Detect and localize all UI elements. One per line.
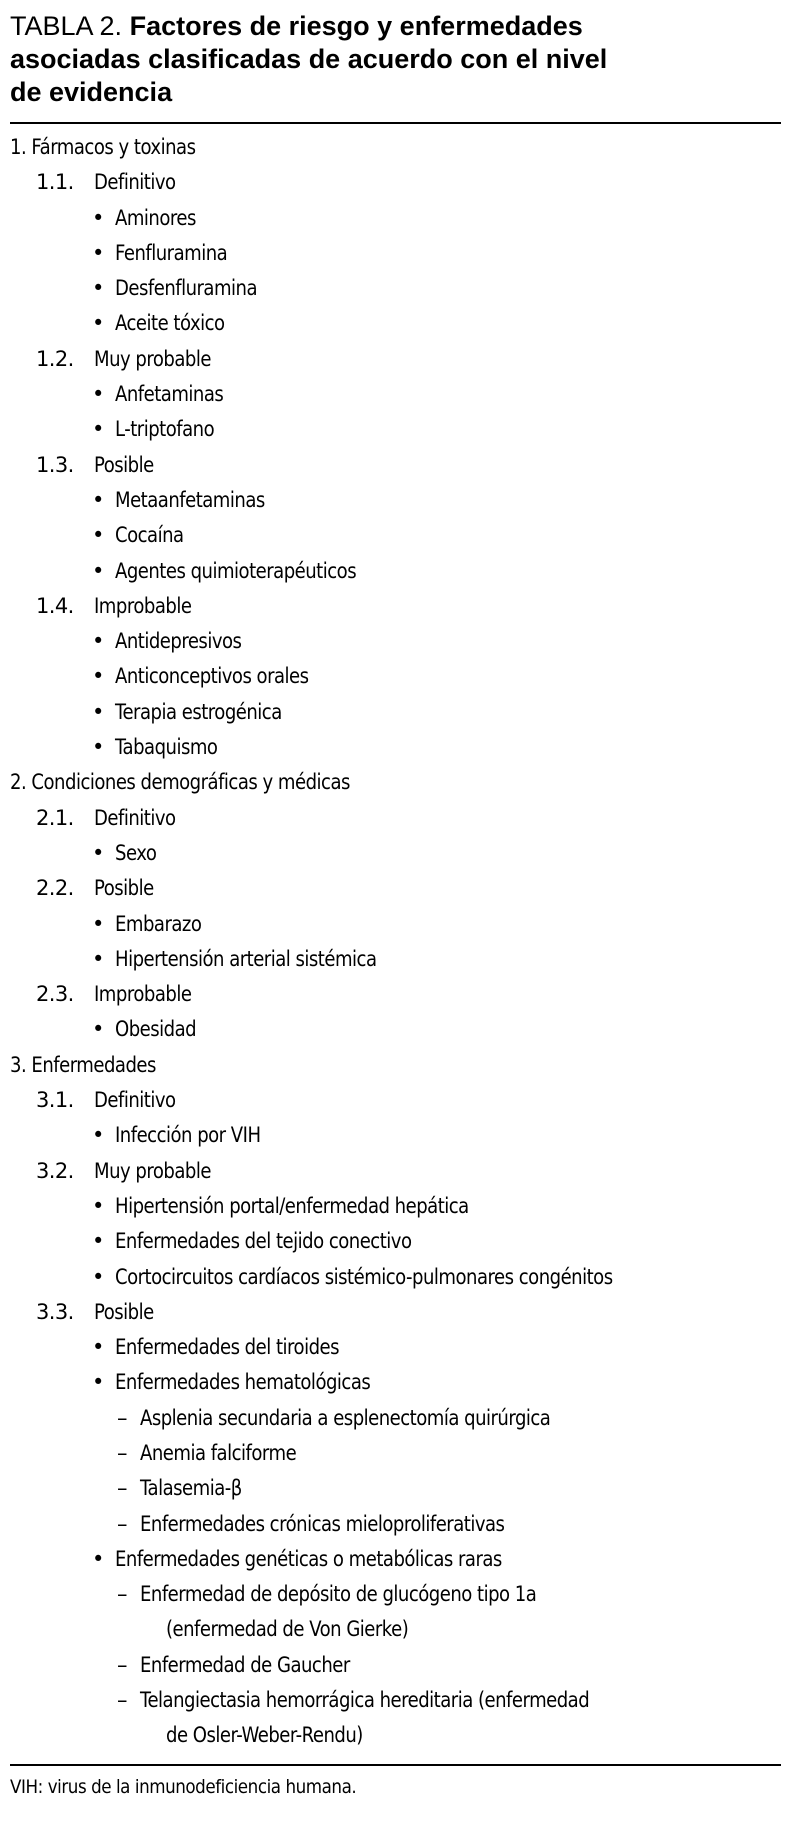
list-item <box>10 1224 781 1259</box>
evidence-number: 1.3. <box>36 452 74 477</box>
table-footnote <box>10 1774 781 1800</box>
row-text: Infección por VIH <box>115 1123 261 1148</box>
row-text: Hipertensión arterial sistémica <box>115 946 377 971</box>
list-item <box>10 1260 781 1295</box>
dash-icon: – <box>117 1440 127 1465</box>
row-text: Definitivo <box>94 1088 176 1113</box>
row-text-wrap <box>115 1260 694 1295</box>
row-text-wrap <box>140 1471 258 1506</box>
row-text-wrap <box>115 1012 209 1047</box>
row-text-wrap <box>115 1224 460 1259</box>
row-text: Posible <box>94 876 154 901</box>
row-text-wrap <box>115 730 234 765</box>
row-text: (enfermedad de Von Gierke) <box>166 1617 409 1642</box>
row-text: Agentes quimioterapéuticos <box>115 558 357 583</box>
row-text-wrap <box>140 1401 617 1436</box>
list-item <box>10 1542 781 1577</box>
list-item <box>10 236 781 271</box>
bullet-icon: • <box>92 311 104 336</box>
sub-list-item <box>10 1577 781 1612</box>
row-text: Posible <box>94 1299 154 1324</box>
continuation-line <box>10 1718 781 1753</box>
row-text-wrap <box>94 165 189 200</box>
sub-list-item <box>10 1471 781 1506</box>
bullet-icon: • <box>92 629 104 654</box>
row-text-wrap <box>115 236 245 271</box>
row-text-wrap <box>115 1118 284 1153</box>
row-text: Aceite tóxico <box>115 311 225 336</box>
row-content <box>10 1048 156 1083</box>
list-item <box>10 942 781 977</box>
row-text-wrap <box>166 1718 395 1753</box>
table-document <box>10 0 781 1800</box>
sub-list-item <box>10 1683 781 1718</box>
list-item <box>10 1012 781 1047</box>
bullet-icon: • <box>92 240 104 265</box>
evidence-level-row <box>10 448 781 483</box>
row-text: Embarazo <box>115 911 202 936</box>
row-text: Enfermedades del tiroides <box>115 1335 340 1360</box>
row-text-wrap <box>166 1612 448 1647</box>
row-text-wrap <box>115 271 280 306</box>
row-text: de Osler-Weber-Rendu) <box>166 1723 363 1748</box>
row-text: Obesidad <box>115 1017 197 1042</box>
row-text-wrap <box>115 695 309 730</box>
bullet-icon: • <box>92 911 104 936</box>
row-text-wrap <box>140 1577 601 1612</box>
category-text: Enfermedades <box>31 1052 156 1077</box>
row-text: Terapia estrogénica <box>115 699 282 724</box>
row-text-wrap <box>115 483 289 518</box>
evidence-number: 1.2. <box>36 346 74 371</box>
list-item <box>10 1330 781 1365</box>
row-text: Metaanfetaminas <box>115 487 265 512</box>
evidence-level-row <box>10 801 781 836</box>
row-text-wrap <box>115 518 195 553</box>
row-text: Definitivo <box>94 170 176 195</box>
row-text-wrap <box>115 554 395 589</box>
row-text-wrap <box>115 377 241 412</box>
sub-list-item <box>10 1401 781 1436</box>
dash-icon: – <box>117 1582 127 1607</box>
row-text: Hipertensión portal/enfermedad hepática <box>115 1193 469 1218</box>
row-text: Fenfluramina <box>115 240 228 265</box>
row-text-wrap <box>94 871 163 906</box>
bullet-icon: • <box>92 1193 104 1218</box>
bullet-icon: • <box>92 1370 104 1395</box>
row-text: Sexo <box>115 840 157 865</box>
sub-list-item <box>10 1436 781 1471</box>
top-rule <box>10 122 781 124</box>
row-text-wrap <box>94 1154 230 1189</box>
row-text-wrap <box>115 659 340 694</box>
row-text: Asplenia secundaria a esplenectomía quirúrgica <box>140 1405 551 1430</box>
row-text: Desfenfluramina <box>115 276 258 301</box>
category-row <box>10 765 781 800</box>
evidence-number: 1.4. <box>36 593 74 618</box>
row-text-wrap <box>94 342 230 377</box>
continuation-line <box>10 1612 781 1647</box>
list-item <box>10 836 781 871</box>
category-row <box>10 1048 781 1083</box>
dash-icon: – <box>117 1511 127 1536</box>
risk-factor-list <box>10 130 781 1754</box>
row-content <box>10 130 195 165</box>
row-text: Antidepresivos <box>115 629 242 654</box>
dash-icon: – <box>117 1688 127 1713</box>
bullet-icon: • <box>92 946 104 971</box>
row-text-wrap <box>115 1330 375 1365</box>
table-title <box>10 10 781 109</box>
bullet-icon: • <box>92 205 104 230</box>
list-item <box>10 695 781 730</box>
evidence-number: 1.1. <box>36 170 74 195</box>
bullet-icon: • <box>92 382 104 407</box>
category-text: Fármacos y toxinas <box>31 135 196 159</box>
evidence-number: 3.3. <box>36 1299 74 1324</box>
evidence-level-row <box>10 977 781 1012</box>
row-text: Tabaquismo <box>115 735 218 760</box>
evidence-number: 2.2. <box>36 876 74 901</box>
evidence-number: 2.3. <box>36 982 74 1007</box>
evidence-number: 2.1. <box>36 805 74 830</box>
row-text: Cortocircuitos cardíacos sistémico-pulmonares congénitos <box>115 1264 613 1289</box>
table-title-line-2: asociadas clasificadas de acuerdo con el nivel <box>10 44 608 74</box>
bullet-icon: • <box>92 664 104 689</box>
row-text: Telangiectasia hemorrágica hereditaria (enfermedad <box>140 1688 590 1713</box>
list-item <box>10 554 781 589</box>
bullet-icon: • <box>92 558 104 583</box>
list-item <box>10 1118 781 1153</box>
category-row <box>10 130 781 165</box>
table-title-line-1: Factores de riesgo y enfermedades <box>129 11 583 41</box>
list-item <box>10 483 781 518</box>
category-number: 2. <box>10 770 27 795</box>
row-text: Enfermedades genéticas o metabólicas raras <box>115 1546 502 1571</box>
bullet-icon: • <box>92 417 104 442</box>
row-text: Anticonceptivos orales <box>115 664 309 689</box>
row-text-wrap <box>115 836 163 871</box>
evidence-level-row <box>10 1083 781 1118</box>
bottom-rule <box>10 1764 781 1766</box>
bullet-icon: • <box>92 487 104 512</box>
row-text: Muy probable <box>94 346 211 371</box>
bullet-icon: • <box>92 1229 104 1254</box>
bullet-icon: • <box>92 1123 104 1148</box>
row-text-wrap <box>115 306 242 341</box>
category-number: 3. <box>10 1052 27 1077</box>
dash-icon: – <box>117 1405 127 1430</box>
list-item <box>10 1189 781 1224</box>
row-text: Aminores <box>115 205 196 230</box>
row-text-wrap <box>94 589 207 624</box>
evidence-level-row <box>10 165 781 200</box>
row-text: Anemia falciforme <box>140 1440 297 1465</box>
table-title-line-3: de evidencia <box>10 77 173 107</box>
list-item <box>10 730 781 765</box>
row-text-wrap <box>115 942 419 977</box>
row-text: Enfermedades crónicas mieloproliferativas <box>140 1511 505 1536</box>
table-label: TABLA 2. <box>10 11 123 41</box>
row-text-wrap <box>115 624 262 659</box>
list-item <box>10 306 781 341</box>
row-text: Enfermedades hematológicas <box>115 1370 371 1395</box>
row-text: Enfermedades del tejido conectivo <box>115 1229 412 1254</box>
row-text-wrap <box>115 1542 565 1577</box>
bullet-icon: • <box>92 276 104 301</box>
row-text-wrap <box>115 1189 526 1224</box>
category-text: Condiciones demográficas y médicas <box>31 770 350 795</box>
row-text-wrap <box>115 412 230 447</box>
sub-list-item <box>10 1507 781 1542</box>
row-text: Definitivo <box>94 805 176 830</box>
row-text-wrap <box>140 1683 662 1718</box>
row-text: Cocaína <box>115 523 184 548</box>
row-text: Anfetaminas <box>115 382 224 407</box>
row-text-wrap <box>94 1295 163 1330</box>
dash-icon: – <box>117 1652 127 1677</box>
sub-list-item <box>10 1648 781 1683</box>
list-item <box>10 201 781 236</box>
evidence-number: 3.2. <box>36 1158 74 1183</box>
row-text: Improbable <box>94 982 192 1007</box>
bullet-icon: • <box>92 1264 104 1289</box>
list-item <box>10 1365 781 1400</box>
row-text-wrap <box>94 977 207 1012</box>
list-item <box>10 271 781 306</box>
evidence-number: 3.1. <box>36 1088 74 1113</box>
row-text-wrap <box>94 1083 189 1118</box>
row-content <box>10 765 350 800</box>
bullet-icon: • <box>92 735 104 760</box>
category-number: 1. <box>10 135 27 159</box>
row-text-wrap <box>115 1365 412 1400</box>
list-item <box>10 518 781 553</box>
row-text-wrap <box>115 907 216 942</box>
list-item <box>10 412 781 447</box>
row-text-wrap <box>140 1507 564 1542</box>
dash-icon: – <box>117 1476 127 1501</box>
row-text: Posible <box>94 452 154 477</box>
evidence-level-row <box>10 1295 781 1330</box>
list-item <box>10 377 781 412</box>
row-text: Muy probable <box>94 1158 211 1183</box>
bullet-icon: • <box>92 1335 104 1360</box>
bullet-icon: • <box>92 1017 104 1042</box>
row-text: Enfermedad de depósito de glucógeno tipo 1a <box>140 1582 537 1607</box>
bullet-icon: • <box>92 1546 104 1571</box>
evidence-level-row <box>10 589 781 624</box>
row-text-wrap <box>94 801 189 836</box>
row-text: Enfermedad de Gaucher <box>140 1652 350 1677</box>
list-item <box>10 907 781 942</box>
evidence-level-row <box>10 871 781 906</box>
evidence-level-row <box>10 342 781 377</box>
evidence-level-row <box>10 1154 781 1189</box>
footnote-text: VIH: virus de la inmunodeficiencia humana. <box>10 1775 357 1798</box>
row-text-wrap <box>115 201 209 236</box>
row-text: Improbable <box>94 593 192 618</box>
row-text: Talasemia-β <box>140 1476 242 1501</box>
row-text: L-triptofano <box>115 417 215 442</box>
row-text-wrap <box>140 1436 322 1471</box>
bullet-icon: • <box>92 523 104 548</box>
row-text-wrap <box>140 1648 384 1683</box>
bullet-icon: • <box>92 699 104 724</box>
bullet-icon: • <box>92 840 104 865</box>
list-item <box>10 624 781 659</box>
row-text-wrap <box>94 448 163 483</box>
list-item <box>10 659 781 694</box>
